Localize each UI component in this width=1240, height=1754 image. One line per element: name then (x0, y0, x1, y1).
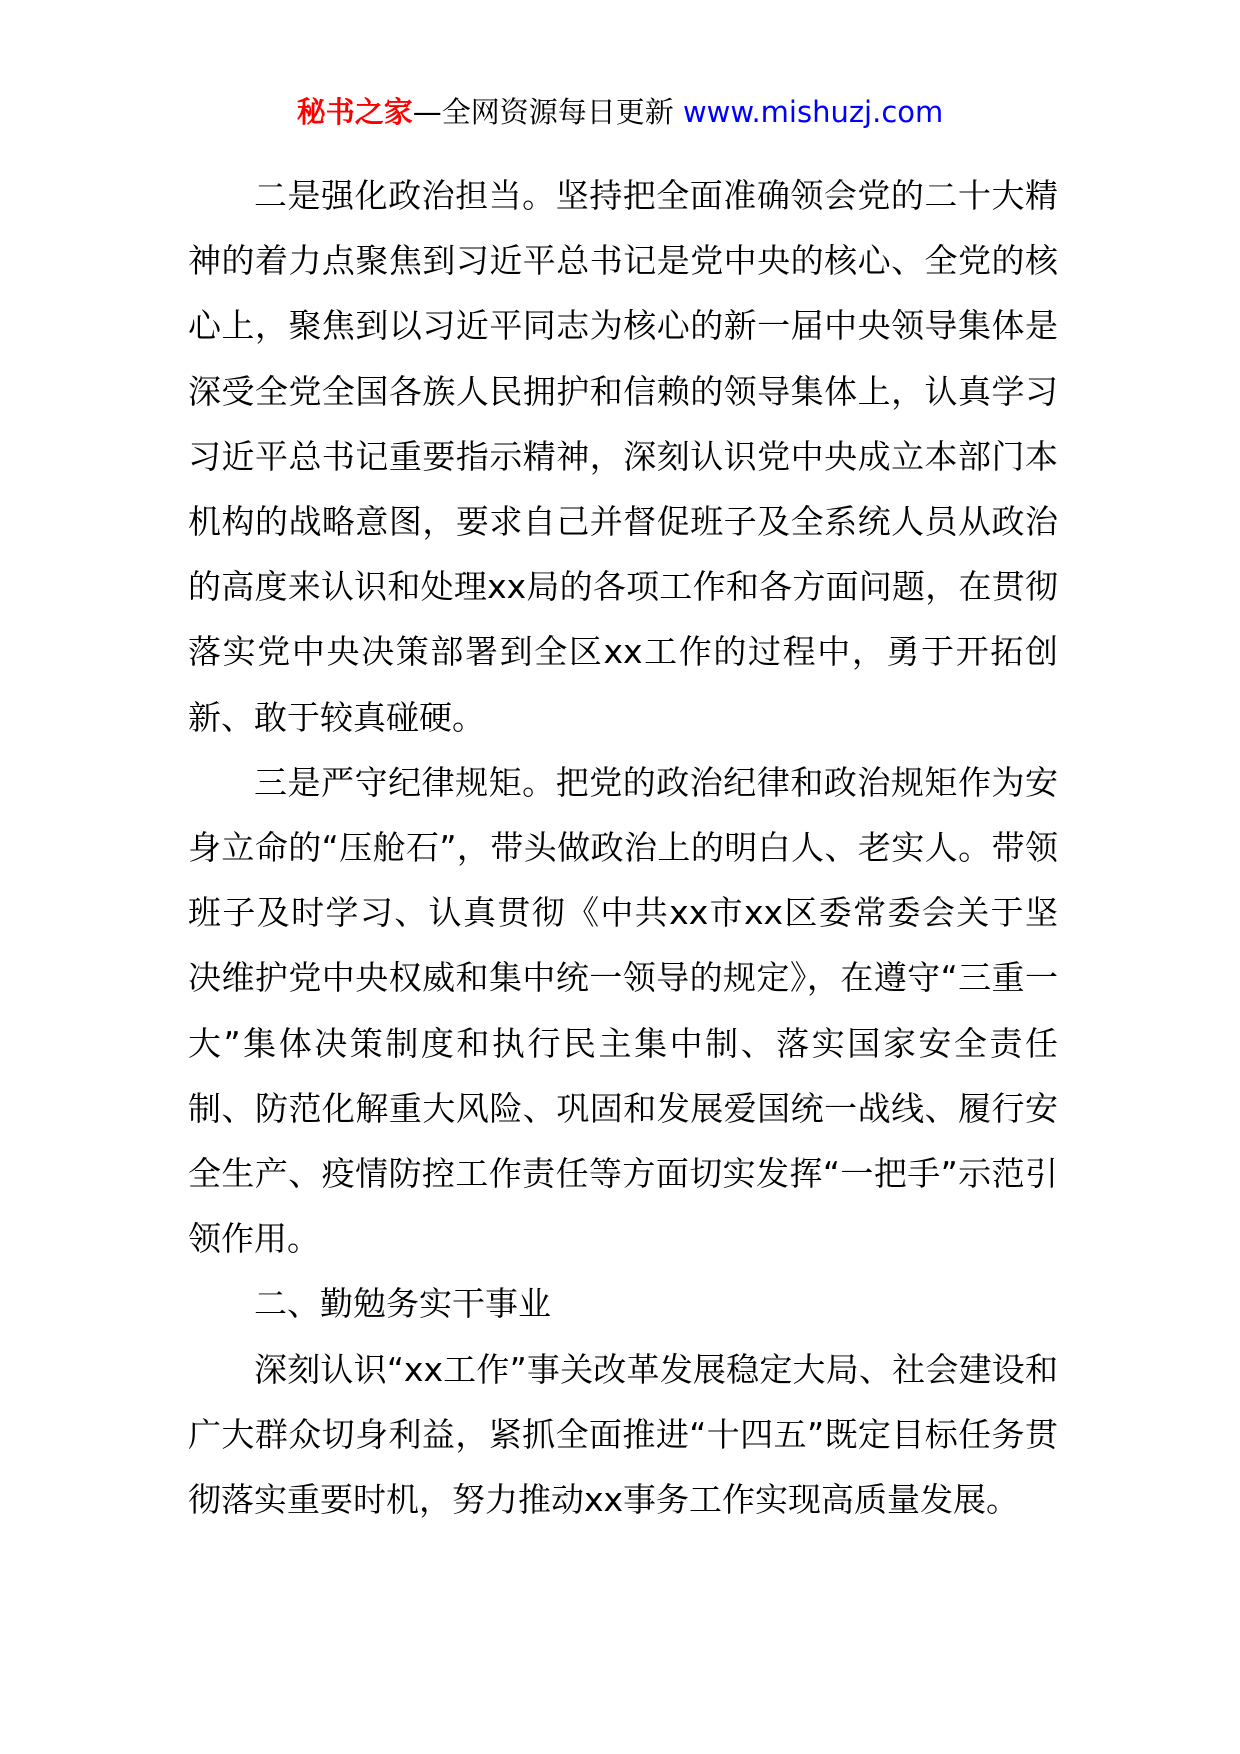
section-heading-diligence: 二、勤勉务实干事业 (254, 1284, 551, 1324)
paragraph-work-development: 深刻认识“xx工作”事关改革发展稳定大局、社会建设和广大群众切身利益，紧抓全面推进“十四五”既定目标任务贯彻落实重要时机，努力推动xx事务工作实现高质量发展。 (188, 1349, 1058, 1520)
site-url-link[interactable]: www.mishuzj.com (682, 95, 944, 129)
paragraph-discipline-rules: 三是严守纪律规矩。把党的政治纪律和政治规矩作为安身立命的“压舱石”，带头做政治上的明白人、老实人。带领班子及时学习、认真贯彻《中共xx市xx区委常委会关于坚决维护党中央权威和集中统一领导的规定》，在遵守“三重一大”集体决策制度和执行民主集中制、落实国家安全责任制、防范化解重大风险、巩固和发展爱国统一战线、履行安全生产、疫情防控工作责任等方面切实发挥“一把手”示范引领作用。 (188, 762, 1058, 1259)
document-body (188, 163, 1058, 1532)
site-slogan: —全网资源每日更新 (412, 95, 683, 129)
site-header (0, 92, 1240, 132)
site-brand: 秘书之家 (296, 95, 413, 129)
paragraph-political-responsibility: 二是强化政治担当。坚持把全面准确领会党的二十大精神的着力点聚焦到习近平总书记是党中央的核心、全党的核心上，聚焦到以习近平同志为核心的新一届中央领导集体是深受全党全国各族人民拥护和信赖的领导集体上，认真学习习近平总书记重要指示精神，深刻认识党中央成立本部门本机构的战略意图，要求自己并督促班子及全系统人员从政治的高度来认识和处理xx局的各项工作和各方面问题，在贯彻落实党中央决策部署到全区xx工作的过程中，勇于开拓创新、敢于较真碰硬。 (188, 176, 1058, 737)
